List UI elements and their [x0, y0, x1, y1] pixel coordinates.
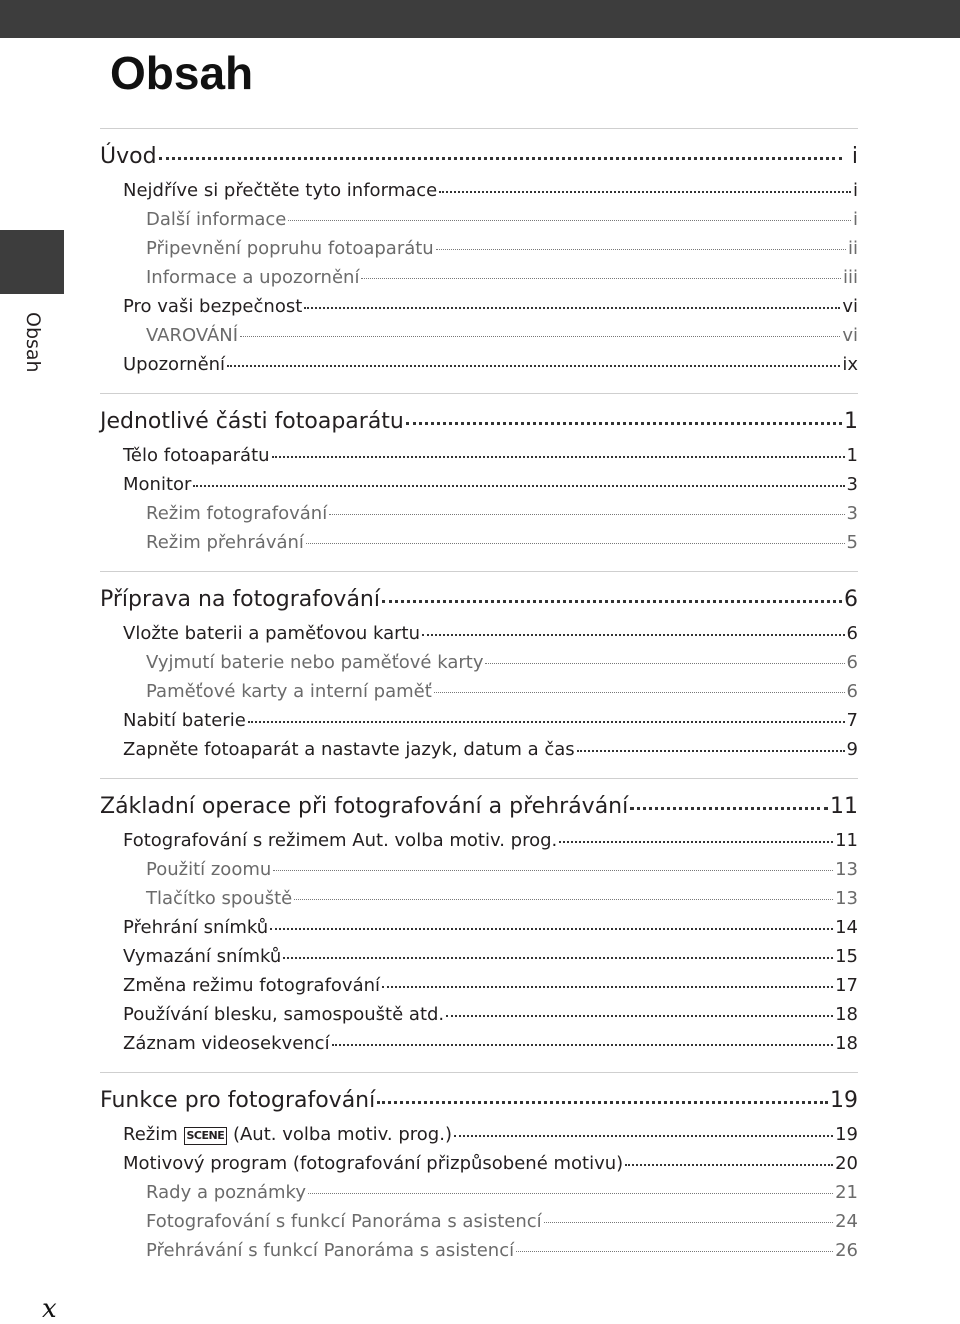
toc-entry-title: [123, 826, 557, 855]
toc-entry-text: Vložte baterii a paměťovou kartu: [123, 623, 421, 644]
toc-entry[interactable]: [100, 441, 858, 470]
toc-page-number: 5: [846, 532, 858, 553]
toc-subentry[interactable]: [100, 1207, 858, 1236]
toc-page-number: 17: [835, 975, 858, 996]
toc-page-number: i: [851, 144, 858, 169]
toc-page-number: i: [852, 209, 858, 230]
toc-entry-title: [146, 1236, 514, 1265]
toc-page-number: 14: [835, 917, 858, 938]
dot-leader: [544, 1222, 833, 1223]
dot-leader: [439, 191, 851, 193]
toc-entry-title: [123, 1149, 623, 1178]
toc-entry-title: [100, 585, 380, 615]
dot-leader: [193, 485, 844, 487]
toc-page-number: 18: [835, 1033, 858, 1054]
dot-leader: [446, 1015, 833, 1017]
toc-entry-title: [146, 205, 286, 234]
dot-leader: [454, 1135, 833, 1137]
dot-leader: [577, 750, 845, 752]
toc-entry[interactable]: [100, 292, 858, 321]
toc-chapter-entry[interactable]: [100, 407, 858, 437]
toc-entry-text: Tlačítko spouště: [146, 888, 293, 909]
toc-entry-title: [100, 142, 157, 172]
dot-leader: [329, 514, 844, 515]
toc-entry-text: Používání blesku, samospouště atd.: [123, 1004, 445, 1025]
toc-entry[interactable]: [100, 470, 858, 499]
toc-entry[interactable]: [100, 1029, 858, 1058]
dot-leader: [361, 278, 841, 279]
toc-entry-title: [146, 499, 327, 528]
toc-page-number: 3: [846, 503, 858, 524]
toc-section: [100, 128, 858, 393]
dot-leader: [270, 928, 833, 930]
toc-entry-text: Přehrání snímků: [123, 917, 269, 938]
toc-entry[interactable]: [100, 913, 858, 942]
toc-entry-text: Záznam videosekvencí: [123, 1033, 330, 1054]
toc-entry-text: Vyjmutí baterie nebo paměťové karty: [146, 652, 484, 673]
toc-entry-text: Paměťové karty a interní paměť: [146, 681, 432, 702]
toc-page-number: 15: [835, 946, 858, 967]
page-title: Obsah: [110, 47, 254, 99]
toc-entry-title: [100, 792, 628, 822]
toc-entry-title: [146, 884, 292, 913]
toc-entry-title: [146, 1207, 542, 1236]
toc-entry-text: Úvod: [100, 144, 157, 169]
toc-page-number: 6: [846, 652, 858, 673]
toc-page-number: 13: [835, 859, 858, 880]
toc-entry-title: [123, 942, 281, 971]
toc-subentry[interactable]: [100, 528, 858, 557]
toc-page-number: vi: [842, 325, 858, 346]
toc-chapter-entry[interactable]: [100, 585, 858, 615]
toc-entry-title: [123, 176, 437, 205]
toc-entry-text: Informace a upozornění: [146, 267, 360, 288]
toc-entry-text: Pro vaši bezpečnost: [123, 296, 303, 317]
toc-entry-title-prefix: Režim: [123, 1124, 178, 1145]
dot-leader: [436, 249, 846, 250]
table-of-contents: [100, 128, 858, 1279]
toc-entry-text: Fotografování s režimem Aut. volba motiv. prog.: [123, 830, 558, 851]
toc-entry-text: Základní operace při fotografování a přehrávání: [100, 794, 629, 819]
scene-auto-selector-icon: SCENE: [184, 1127, 228, 1145]
dot-leader: [332, 1044, 834, 1046]
toc-page-number: 11: [835, 830, 858, 851]
toc-entry-title: [123, 1000, 444, 1029]
dot-leader: [516, 1251, 833, 1252]
toc-entry-title: [123, 706, 246, 735]
toc-subentry[interactable]: [100, 499, 858, 528]
toc-entry-title: [146, 263, 359, 292]
dot-leader: [406, 422, 842, 425]
toc-page-number: 18: [835, 1004, 858, 1025]
toc-page-number: vi: [842, 296, 858, 317]
dot-leader: [159, 157, 842, 160]
toc-entry-title: [123, 735, 575, 764]
toc-entry-text: Režim fotografování: [146, 503, 328, 524]
dot-leader: [625, 1164, 833, 1166]
toc-page-number: 6: [844, 587, 858, 612]
toc-entry-text: Použití zoomu: [146, 859, 272, 880]
dot-leader: [377, 1101, 828, 1104]
toc-page-number: 3: [846, 474, 858, 495]
dot-leader: [308, 1193, 833, 1194]
toc-entry-text: Přehrávání s funkcí Panoráma s asistencí: [146, 1240, 515, 1261]
toc-chapter-entry[interactable]: [100, 142, 858, 172]
toc-page-number: 13: [835, 888, 858, 909]
toc-section: [100, 393, 858, 571]
toc-subentry[interactable]: [100, 677, 858, 706]
toc-entry-text: Motivový program (fotografování přizpůsobené motivu): [123, 1153, 624, 1174]
toc-section: [100, 1072, 858, 1279]
toc-entry-title: [123, 441, 270, 470]
dot-leader: [272, 456, 845, 458]
toc-page-number: 19: [835, 1124, 858, 1145]
toc-entry[interactable]: [100, 826, 858, 855]
toc-entry-text: Upozornění: [123, 354, 226, 375]
toc-entry-text: Nejdříve si přečtěte tyto informace: [123, 180, 438, 201]
dot-leader: [434, 692, 845, 693]
dot-leader: [382, 986, 833, 988]
toc-page-number: iii: [842, 267, 858, 288]
toc-entry-title: [100, 1086, 375, 1116]
toc-entry-text: (Aut. volba motiv. prog.): [232, 1124, 452, 1145]
toc-subentry[interactable]: [100, 648, 858, 677]
toc-page-number: 6: [846, 623, 858, 644]
toc-page-number: 1: [844, 409, 858, 434]
toc-subentry[interactable]: [100, 1236, 858, 1265]
side-tab-label: Obsah: [22, 312, 44, 373]
toc-entry-title: [123, 292, 302, 321]
toc-chapter-entry[interactable]: [100, 792, 858, 822]
toc-entry-text: Nabití baterie: [123, 710, 246, 731]
toc-entry[interactable]: [100, 971, 858, 1000]
toc-page-number: ix: [842, 354, 858, 375]
toc-entry[interactable]: [100, 350, 858, 379]
dot-leader: [288, 220, 851, 221]
toc-entry-text: Změna režimu fotografování: [123, 975, 381, 996]
toc-entry-text: Fotografování s funkcí Panoráma s asistencí: [146, 1211, 542, 1232]
top-bar: [0, 0, 960, 38]
toc-section: [100, 571, 858, 778]
toc-page-number: 26: [835, 1240, 858, 1261]
toc-page-number: 1: [846, 445, 858, 466]
toc-entry-title: [146, 321, 238, 350]
toc-subentry[interactable]: [100, 884, 858, 913]
dot-leader: [248, 721, 845, 723]
toc-entry[interactable]: [100, 735, 858, 764]
dot-leader: [485, 663, 844, 664]
toc-entry-title: [146, 648, 483, 677]
toc-page-number: 7: [846, 710, 858, 731]
side-tab-marker: [0, 230, 64, 294]
toc-page-number: ii: [847, 238, 858, 259]
dot-leader: [227, 365, 840, 367]
toc-entry-text: Jednotlivé části fotoaparátu: [100, 409, 404, 434]
dot-leader: [294, 899, 833, 900]
toc-entry-text: Tělo fotoaparátu: [123, 445, 270, 466]
toc-page-number: 19: [830, 1088, 858, 1113]
toc-entry-text: Připevnění popruhu fotoaparátu: [146, 238, 434, 259]
toc-page-number: 11: [830, 794, 858, 819]
toc-entry-text: Rady a poznámky: [146, 1182, 306, 1203]
dot-leader: [382, 600, 842, 603]
toc-page-number: 21: [835, 1182, 858, 1203]
toc-subentry[interactable]: [100, 1178, 858, 1207]
dot-leader: [283, 957, 833, 959]
toc-entry[interactable]: [100, 942, 858, 971]
toc-page-number: 20: [835, 1153, 858, 1174]
toc-entry-title: [146, 855, 271, 884]
toc-entry-title: [123, 1029, 330, 1058]
toc-entry[interactable]: [100, 1000, 858, 1029]
dot-leader: [306, 543, 845, 544]
toc-subentry[interactable]: [100, 234, 858, 263]
toc-entry-title: [146, 1178, 306, 1207]
dot-leader: [559, 841, 833, 843]
toc-entry[interactable]: [100, 1120, 858, 1149]
toc-entry-text: Monitor: [123, 474, 192, 495]
toc-page-number: i: [852, 180, 858, 201]
toc-entry-title: [146, 528, 304, 557]
toc-subentry[interactable]: [100, 855, 858, 884]
toc-entry-title: [123, 470, 191, 499]
toc-entry-text: Funkce pro fotografování: [100, 1088, 376, 1113]
toc-entry[interactable]: [100, 706, 858, 735]
dot-leader: [240, 336, 840, 337]
toc-section: [100, 778, 858, 1072]
toc-entry-title: [146, 234, 434, 263]
toc-subentry[interactable]: [100, 321, 858, 350]
toc-entry-title: [146, 677, 432, 706]
toc-entry-text: VAROVÁNÍ: [146, 325, 239, 346]
dot-leader: [422, 634, 845, 636]
toc-entry-title: [123, 913, 268, 942]
toc-subentry[interactable]: [100, 263, 858, 292]
toc-subentry[interactable]: [100, 205, 858, 234]
toc-chapter-entry[interactable]: [100, 1086, 858, 1116]
toc-entry-text: Zapněte fotoaparát a nastavte jazyk, datum a čas: [123, 739, 575, 760]
toc-entry[interactable]: [100, 619, 858, 648]
dot-leader: [304, 307, 840, 309]
toc-entry-title: [123, 350, 225, 379]
toc-entry-title: [123, 619, 420, 648]
toc-page-number: 6: [846, 681, 858, 702]
toc-page-number: 24: [835, 1211, 858, 1232]
toc-entry-title: [100, 407, 404, 437]
toc-entry-text: Příprava na fotografování: [100, 587, 380, 612]
toc-entry-text: Režim přehrávání: [146, 532, 304, 553]
dot-leader: [630, 807, 828, 810]
toc-entry-text: Další informace: [146, 209, 287, 230]
toc-entry-text: Vymazání snímků: [123, 946, 282, 967]
dot-leader: [273, 870, 833, 871]
toc-entry[interactable]: [100, 176, 858, 205]
page-number: x: [42, 1294, 57, 1324]
toc-entry-title: [123, 1120, 452, 1149]
toc-page-number: 9: [846, 739, 858, 760]
toc-entry[interactable]: [100, 1149, 858, 1178]
toc-entry-title: [123, 971, 380, 1000]
